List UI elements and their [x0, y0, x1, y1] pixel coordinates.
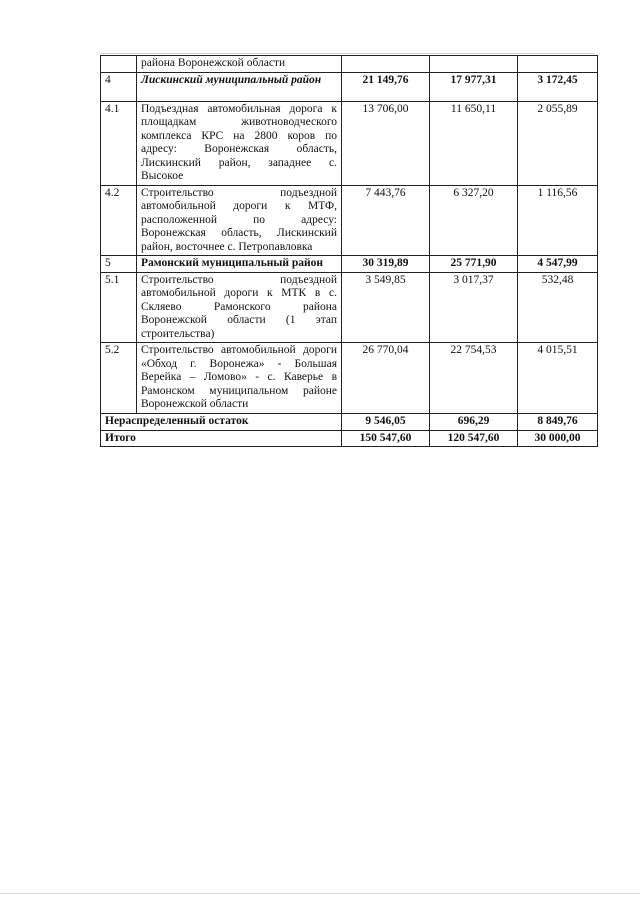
- row-total: 26 770,04: [342, 343, 430, 414]
- row-value-1: 22 754,53: [430, 343, 518, 414]
- row-total: 21 149,76: [342, 72, 430, 101]
- table-row: [101, 272, 598, 343]
- row-description: Строительство подъездной автомобильной дороги к МТФ, расположенной по адресу: Воронежская область, Лискинский район, восточнее с. Петропавловка: [137, 185, 342, 256]
- row-value-1: 25 771,90: [430, 256, 518, 273]
- summary-total: 9 546,05: [342, 414, 430, 431]
- row-value-2: 4 547,99: [518, 256, 598, 273]
- row-value-2: 1 116,56: [518, 185, 598, 256]
- row-value-2: 2 055,89: [518, 101, 598, 185]
- summary-label: Итого: [101, 430, 342, 447]
- row-value-1: 17 977,31: [430, 72, 518, 101]
- row-value-2: [518, 56, 598, 73]
- row-total: 30 319,89: [342, 256, 430, 273]
- summary-value-2: 30 000,00: [518, 430, 598, 447]
- table-top-rule: [101, 53, 595, 54]
- summary-value-1: 696,29: [430, 414, 518, 431]
- table-row: [101, 101, 598, 185]
- summary-value-1: 120 547,60: [430, 430, 518, 447]
- table-row: [101, 256, 598, 273]
- row-description: Лискинский муниципальный район: [137, 72, 342, 101]
- row-description: Строительство автомобильной дороги «Обход г. Воронежа» - Большая Верейка – Ломово» - с. Каверье в Рамонском муниципальном районе Воронежской области: [137, 343, 342, 414]
- row-value-1: 6 327,20: [430, 185, 518, 256]
- row-value-2: 4 015,51: [518, 343, 598, 414]
- row-description: Рамонский муниципальный район: [137, 256, 342, 273]
- row-number: [101, 56, 137, 73]
- row-number: 4.1: [101, 101, 137, 185]
- row-description: района Воронежской области: [137, 56, 342, 73]
- row-number: 5: [101, 256, 137, 273]
- row-value-2: 3 172,45: [518, 72, 598, 101]
- row-total: [342, 56, 430, 73]
- page-bottom-rule: [0, 893, 640, 894]
- table-row: [101, 343, 598, 414]
- table-row: [101, 185, 598, 256]
- row-value-1: 11 650,11: [430, 101, 518, 185]
- table-row: [101, 72, 598, 101]
- row-value-1: 3 017,37: [430, 272, 518, 343]
- row-description: Строительство подъездной автомобильной дороги к МТК в с. Скляево Рамонского района Воронежской области (1 этап строительства): [137, 272, 342, 343]
- summary-row-unallocated: [101, 414, 598, 431]
- row-number: 4.2: [101, 185, 137, 256]
- row-total: 3 549,85: [342, 272, 430, 343]
- summary-row-total: [101, 430, 598, 447]
- table-row: [101, 56, 598, 73]
- row-total: 13 706,00: [342, 101, 430, 185]
- budget-table: [100, 55, 598, 447]
- row-description: Подъездная автомобильная дорога к площадкам животноводческого комплекса КРС на 2800 коров по адресу: Воронежская область, Лискинский район, западнее с. Высокое: [137, 101, 342, 185]
- row-value-2: 532,48: [518, 272, 598, 343]
- summary-total: 150 547,60: [342, 430, 430, 447]
- row-number: 5.2: [101, 343, 137, 414]
- row-value-1: [430, 56, 518, 73]
- summary-value-2: 8 849,76: [518, 414, 598, 431]
- summary-label: Нераспределенный остаток: [101, 414, 342, 431]
- row-total: 7 443,76: [342, 185, 430, 256]
- row-number: 4: [101, 72, 137, 101]
- row-number: 5.1: [101, 272, 137, 343]
